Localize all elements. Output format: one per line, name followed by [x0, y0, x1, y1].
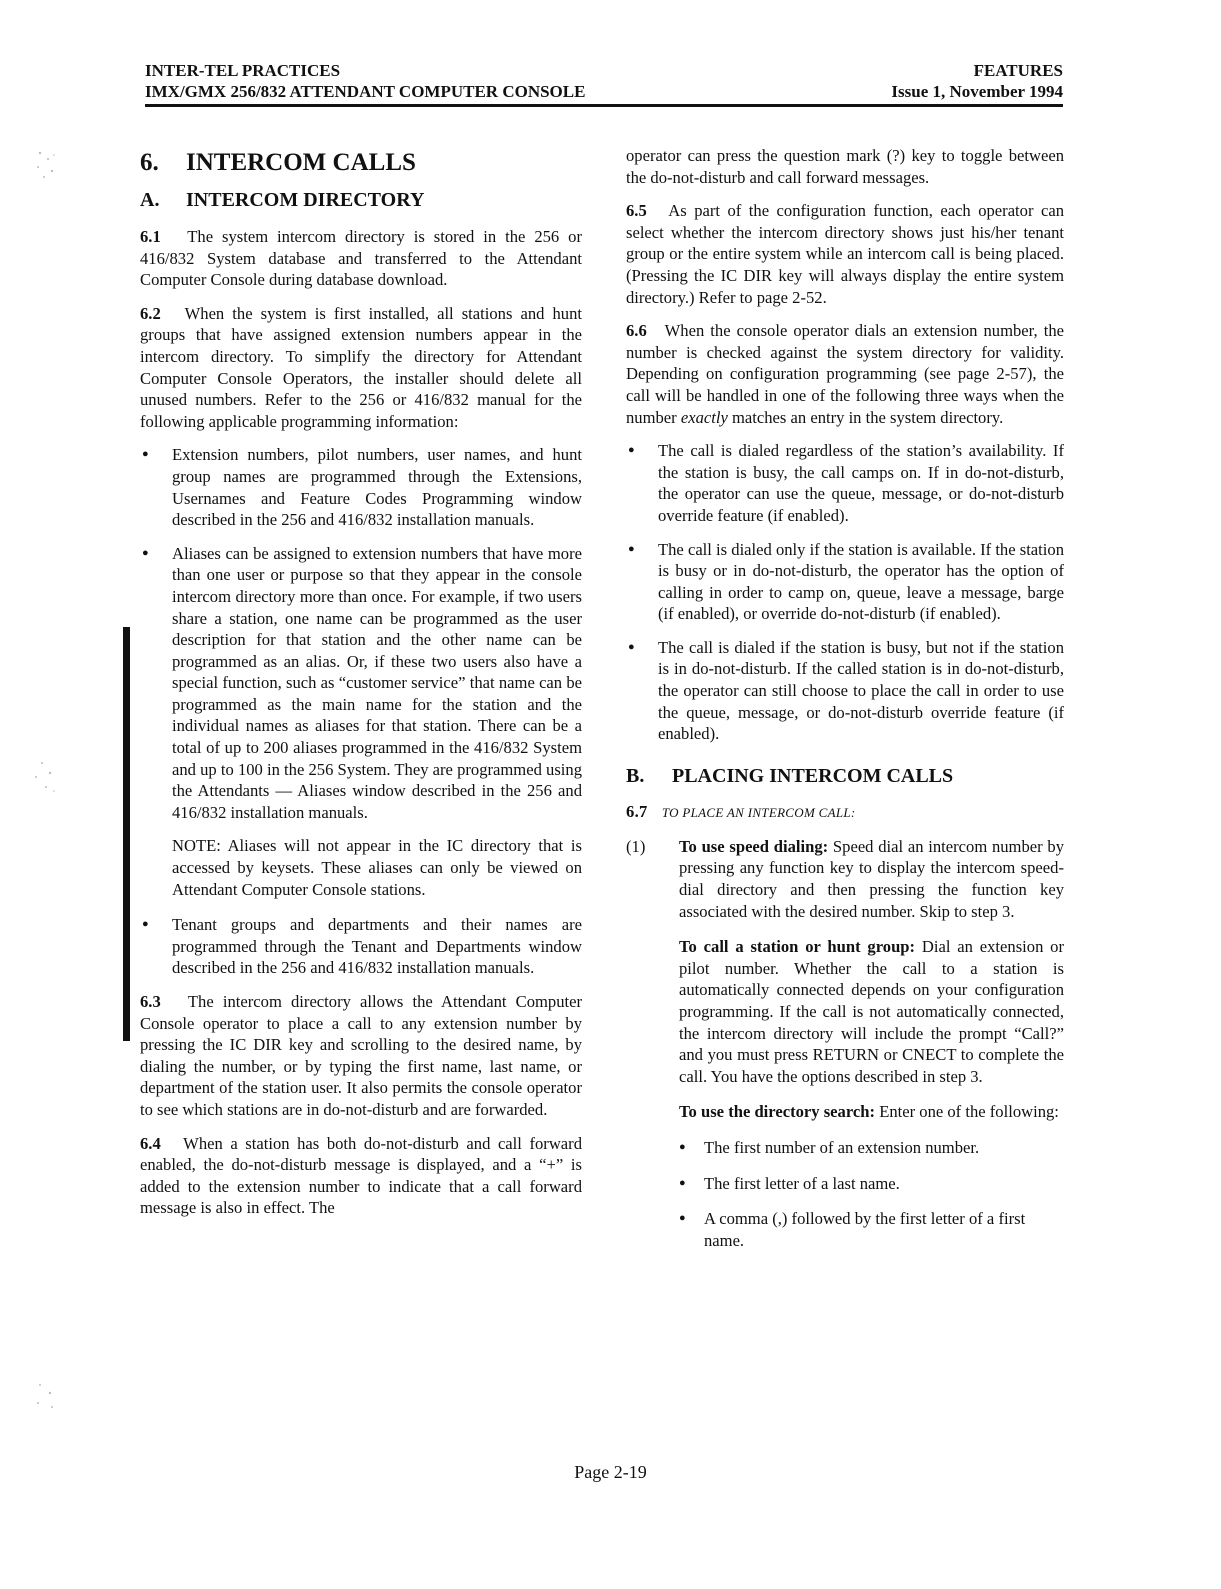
directory-search-paragraph: [626, 1101, 1064, 1123]
scan-speck-bottom: [30, 1375, 60, 1415]
step-text: Speed dial an intercom number by pressing any function key to display the intercom speed-dial directory and then pressing the function key associated with the desired number. Skip to step 3.: [679, 836, 1064, 921]
paragraph-6-2: [140, 303, 582, 433]
section-number: 6.: [140, 149, 159, 176]
list-item: ● The call is dialed only if the station is available. If the station is busy or in do-not-disturb, the operator has the option of calling in order to camp on, queue, leave a message, barge (if enabled), or override do-not-disturb (if enabled).: [626, 539, 1064, 625]
dialing-modes-list: [626, 440, 1064, 745]
step-body: [679, 836, 1064, 922]
subsection-a-title: INTERCOM DIRECTORY: [186, 189, 425, 211]
list-item: ● The call is dialed if the station is busy, but not if the station is in do-not-disturb. If the called station is in do-not-disturb, the operator can still choose to place the call in order to use the queue, message, or do-not-disturb override feature (if enabled).: [626, 637, 1064, 745]
paragraph-number: 6.3: [140, 992, 161, 1011]
paragraph-text-end: matches an entry in the system directory.: [732, 407, 1004, 427]
procedure-heading: [626, 802, 1064, 822]
search-options-list: [626, 1137, 1064, 1251]
paragraph-text: When a station has both do-not-disturb and call forward enabled, the do-not-disturb message is displayed, and a “+” is added to the extension number to indicate that a call forward message is also in effect. The: [140, 1133, 582, 1218]
paragraph-6-4: [140, 1133, 582, 1219]
scan-speck-top: [30, 145, 60, 185]
paragraph-text: When the system is first installed, all stations and hunt groups that have assigned extension numbers appear in the intercom directory. To simplify the directory for Attendant Computer Console Operators, the installer should delete all unused numbers. Refer to the 256 or 416/832 manual for the following applicable programming information:: [140, 303, 582, 431]
paragraph-number: 6.5: [626, 201, 647, 221]
subsection-a-number: A.: [140, 189, 160, 211]
header-row-2: [145, 81, 1063, 102]
step-number: (1): [626, 836, 646, 856]
header-practices: INTER-TEL PRACTICES: [145, 61, 341, 80]
paragraph-6-3: [140, 991, 582, 1121]
aliases-text: Aliases can be assigned to extension numbers that have more than one user or purpose so that they appear in the console intercom directory more than once. For example, if two users share a station, one name can be programmed as the user description for that station and the other name can be programmed as an alias. Or, if these two users also have a special function, such as “customer service” that name can be programmed as the main name for the station and the individual names as aliases for that station. There can be a total of up to 200 aliases programmed in the 416/832 System and up to 100 in the 256 System. They are programmed using the Attendants — Aliases window described in the 256 and 416/832 installation manuals.: [172, 543, 582, 822]
list-item: [140, 543, 582, 824]
list-item: ● The first number of an extension number.: [679, 1137, 1064, 1159]
call-station-text: Dial an extension or pilot number. Whether the call to a station is automatically connected depends on your configuration programming. If the call is not automatically connected, the intercom directory will include the prompt “Call?” and you must press RETURN or CNECT to complete the call. You have the options described in step 3.: [679, 937, 1064, 1086]
step-lead: To use speed dialing:: [679, 836, 829, 856]
page-number: Page 2-19: [574, 1462, 647, 1482]
section-title: INTERCOM CALLS: [186, 149, 416, 176]
list-item: ● The first letter of a last name.: [679, 1173, 1064, 1195]
directory-search-text: Enter one of the following:: [879, 1102, 1059, 1122]
paragraph-6-4-continued: operator can press the question mark (?) key to toggle between the do-not-disturb and call forward messages.: [626, 146, 1064, 187]
subsection-b-title: PLACING INTERCOM CALLS: [672, 764, 954, 787]
paragraph-6-1: [140, 226, 582, 291]
note-label: NOTE:: [172, 836, 221, 856]
tenant-list: [140, 914, 582, 979]
call-station-lead: To call a station or hunt group:: [679, 937, 916, 957]
paragraph-number: 6.1: [140, 227, 161, 246]
paragraph-text: The system intercom directory is stored in the 256 or 416/832 System database and transferred to the Attendant Computer Console during database download.: [140, 227, 582, 290]
header-rule: [145, 104, 1063, 107]
list-item: ● A comma (,) followed by the first letter of a first name.: [679, 1208, 1064, 1251]
paragraph-number: 6.7: [626, 801, 648, 821]
page-header: [145, 60, 1063, 102]
change-bar: [123, 627, 130, 1041]
header-row-1: [145, 60, 1063, 81]
scan-speck-middle: [30, 757, 60, 797]
paragraph-number: 6.4: [140, 1133, 161, 1153]
list-item: ● The call is dialed regardless of the station’s availability. If the station is busy, the call camps on. If in do-not-disturb, the operator can use the queue, message, or do-not-disturb override feature (if enabled).: [626, 440, 1064, 526]
call-station-paragraph: [626, 936, 1064, 1087]
note-text: Aliases will not appear in the IC directory that is accessed by keysets. These aliases can only be viewed on Attendant Computer Console stations.: [172, 836, 582, 899]
note-block: [140, 835, 582, 900]
header-features: FEATURES: [973, 61, 1063, 80]
paragraph-6-6: [626, 320, 1064, 428]
step-1: [626, 836, 1064, 922]
programming-info-list: [140, 444, 582, 823]
paragraph-number: 6.2: [140, 303, 161, 323]
subsection-a-heading: [140, 189, 582, 212]
paragraph-6-5: [626, 200, 1064, 308]
paragraph-text: As part of the configuration function, each operator can select whether the intercom directory shows just his/her tenant group or the entire system while an intercom call is being placed. (Pressing the IC DIR key will always display the entire system directory.) Refer to page 2-52.: [626, 201, 1064, 307]
header-issue: Issue 1, November 1994: [891, 82, 1063, 101]
paragraph-text: When the console operator dials an extension number, the number is checked against the system directory for validity. Depending on configuration programming (see page 2-57), the call will be handled in one of the following three ways when the number: [626, 321, 1064, 427]
paragraph-number: 6.6: [626, 321, 647, 341]
header-product: IMX/GMX 256/832 ATTENDANT COMPUTER CONSOLE: [145, 82, 586, 101]
paragraph-text: The intercom directory allows the Attendant Computer Console operator to place a call to any extension number by pressing the IC DIR key and scrolling to the desired name, by dialing the number, or by typing the first name, last name, or department of the station user. It also permits the console operator to see which stations are in do-not-disturb and are forwarded.: [140, 992, 582, 1119]
subsection-b-number: B.: [626, 764, 645, 787]
directory-search-lead: To use the directory search:: [679, 1102, 876, 1122]
emphasis-exactly: exactly: [680, 407, 728, 427]
list-item: ● Tenant groups and departments and their names are programmed through the Tenant and Departments window described in the 256 and 416/832 installation manuals.: [140, 914, 582, 979]
list-item: ● Extension numbers, pilot numbers, user names, and hunt group names are programmed through the Extensions, Usernames and Feature Codes Programming window described in the 256 and 416/832 installation manuals.: [140, 444, 582, 530]
right-column: [626, 145, 1064, 1265]
procedure-label: TO PLACE AN INTERCOM CALL:: [661, 804, 856, 820]
section-heading: [140, 149, 582, 177]
subsection-b-heading: [626, 765, 1064, 788]
left-column: [140, 145, 582, 1231]
